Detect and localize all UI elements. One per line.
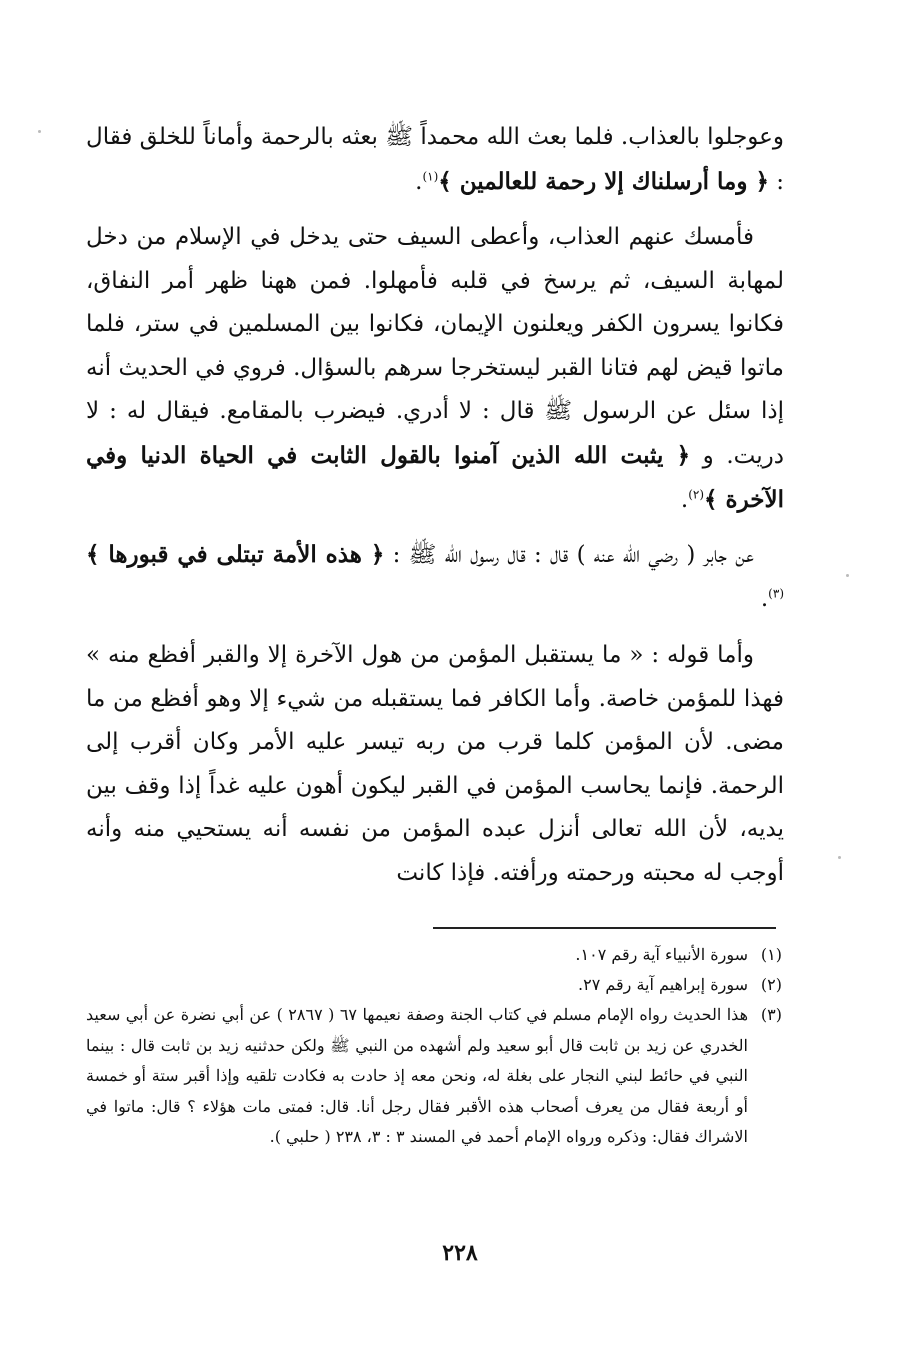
scan-speck <box>846 574 849 577</box>
paragraph-1-end: . <box>415 168 423 195</box>
paragraph-2-body: فأمسك عنهم العذاب، وأعطى السيف حتى يدخل في الإسلام من دخل لمهابة السيف، ثم يرسخ في قلبه فأمهلوا. فمن ههنا ظهر أمر النفاق، فكانوا يسرون الكفر ويعلنون الإيمان، فكانوا بين المسلمين في ستر، فلما ماتوا قيض لهم فتانا القبر ليستخرجا سرهم بالسؤال. فروي في الحديث أنه إذا سئل عن الرسول ﷺ قال : لا أدري. فيضرب بالمقامع. فيقال له : لا دريت. و <box>86 224 784 469</box>
hadith-quote-3: ﴿ هذه الأمة تبتلى في قبورها ﴾ <box>86 541 385 568</box>
footnote-3 <box>86 1000 782 1153</box>
paragraph-4 <box>86 634 784 895</box>
quran-quote-2: ﴿ يثبت الله الذين آمنوا بالقول الثابت في الحياة الدنيا وفي الآخرة ﴾ <box>86 441 784 513</box>
quran-quote-1: ﴿ وما أرسلناك إلا رحمة للعالمين ﴾ <box>438 167 769 195</box>
footnote-ref-1: (١) <box>422 168 439 183</box>
footnotes <box>86 940 782 1153</box>
footnote-2-text: سورة إبراهيم آية رقم ٢٧. <box>578 975 748 994</box>
paragraph-1-text <box>86 116 784 204</box>
scan-speck <box>838 856 841 859</box>
footnote-ref-2: (٢) <box>688 487 705 502</box>
footnote-3-text: هذا الحديث رواه الإمام مسلم في كتاب الجنة وصفة نعيمها ٦٧ ( ٢٨٦٧ ) عن أبي نضرة عن أبي سعيد الخدري عن زيد بن ثابت قال أبو سعيد ولم أشهده من النبي ﷺ ولكن حدثنيه زيد بن ثابت قال : بينما النبي في حائط لبني النجار على بغلة له، ونحن معه إذ حادت به فكادت تلقيه وإذا أقبر ستة أو خمسة أو أربعة فقال من يعرف أصحاب هذه الأقبر فقال رجل أنا. قال: فمتى مات هؤلاء ؟ قال: ماتوا في الاشراك فقال: وذكره ورواه الإمام أحمد في المسند ٣ : ٣، ٢٣٨ ( حلبي ). <box>86 1005 749 1146</box>
footnote-ref-3: (٣) <box>768 585 784 600</box>
page-number: ٢٢٨ <box>442 1240 478 1266</box>
footnote-1 <box>86 940 782 970</box>
paragraph-2 <box>86 216 784 523</box>
paragraph-1-body: وعوجلوا بالعذاب. فلما بعث الله محمداً ﷺ بعثه بالرحمة وأماناً للخلق فقال : <box>86 124 784 195</box>
paragraph-2-end: . <box>680 487 689 513</box>
paragraph-1 <box>86 116 784 204</box>
footnote-2 <box>86 970 782 1000</box>
paragraph-3-end: . <box>760 585 769 612</box>
scan-speck <box>38 130 41 133</box>
footnote-divider <box>433 927 776 929</box>
footnote-1-text: سورة الأنبياء آية رقم ١٠٧. <box>575 945 748 964</box>
footnote-3-number: (٣) <box>760 1005 782 1024</box>
footnote-1-number: (١) <box>760 945 782 964</box>
paragraph-2-text <box>86 216 784 523</box>
paragraph-3 <box>86 533 784 621</box>
footnote-2-number: (٢) <box>760 975 782 994</box>
paragraph-3-body: عن جابر ( رضي الله عنه ) قال : قال رسول الله ﷺ : <box>384 542 755 568</box>
paragraph-4-text: وأما قوله : « ما يستقبل المؤمن من هول الآخرة إلا والقبر أفظع منه » فهذا للمؤمن خاصة. وأما الكافر فما يستقبله من شيء إلا وهو أفظع من ما مضى. لأن المؤمن كلما قرب من ربه تيسر عليه الأمر وكان أقرب إلى الرحمة. فإنما يحاسب المؤمن في القبر ليكون أهون عليه غداً إذا وقف بين يديه، لأن الله تعالى أنزل عبده المؤمن من نفسه أنه يستحيي منه وأنه أوجب له محبته ورحمته ورأفته. فإذا كانت <box>86 642 784 886</box>
paragraph-3-text <box>86 533 784 621</box>
